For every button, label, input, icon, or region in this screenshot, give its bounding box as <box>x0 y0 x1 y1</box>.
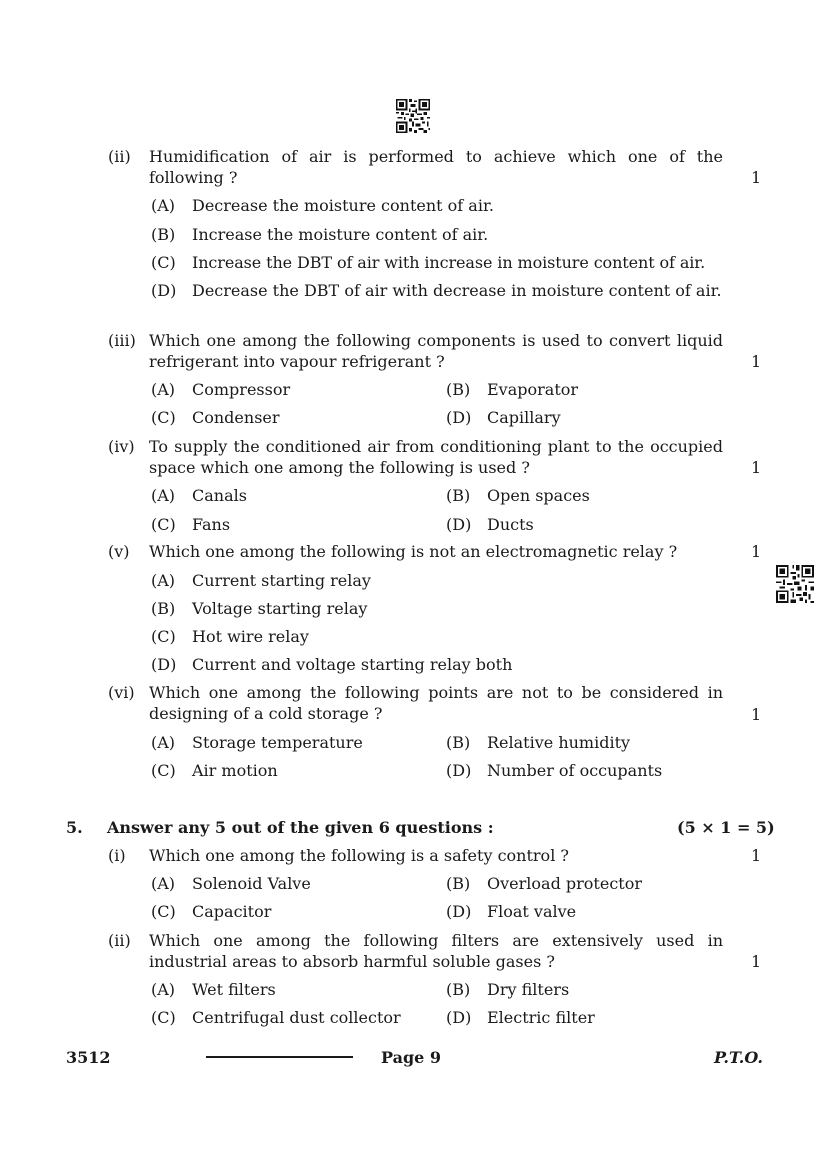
option-text: Capillary <box>487 408 561 427</box>
option-label: (C) <box>151 515 176 534</box>
option-text: Current starting relay <box>192 571 371 590</box>
option-text: Capacitor <box>192 902 272 921</box>
marks: 1 <box>751 458 762 477</box>
question-number: (v) <box>108 542 130 561</box>
option-label: (B) <box>446 733 471 752</box>
question-number: (i) <box>108 846 126 865</box>
option-text: Dry filters <box>487 980 570 999</box>
option-text: Open spaces <box>487 486 590 505</box>
option-text: Compressor <box>192 380 291 399</box>
option-label: (D) <box>446 902 472 921</box>
option-label: (D) <box>446 515 472 534</box>
option-label: (A) <box>151 733 176 752</box>
option-label: (D) <box>151 655 177 674</box>
option-label: (C) <box>151 1008 176 1027</box>
section-marks: (5 × 1 = 5) <box>677 818 775 837</box>
option-text: Storage temperature <box>192 733 363 752</box>
option-label: (D) <box>446 1008 472 1027</box>
question-text: Which one among the following filters are extensively used in industrial areas to absorb harmful soluble gases ? <box>149 931 723 971</box>
question-number: (ii) <box>108 931 131 950</box>
question-text: Which one among the following is a safety control ? <box>149 846 569 865</box>
option-label: (B) <box>151 225 176 244</box>
option-text: Solenoid Valve <box>192 874 311 893</box>
option-text: Air motion <box>192 761 278 780</box>
option-label: (B) <box>151 599 176 618</box>
option-label: (B) <box>446 874 471 893</box>
option-text: Decrease the moisture content of air. <box>192 196 494 215</box>
marks: 1 <box>751 542 762 561</box>
option-label: (A) <box>151 571 176 590</box>
question-text <box>149 146 723 188</box>
question-number: (vi) <box>108 683 135 702</box>
marks: 1 <box>751 952 762 971</box>
option-label: (A) <box>151 196 176 215</box>
question-text: Which one among the following is not an electromagnetic relay ? <box>149 542 678 561</box>
option-text: Canals <box>192 486 247 505</box>
option-text: Electric filter <box>487 1008 595 1027</box>
option-text: Current and voltage starting relay both <box>192 655 513 674</box>
option-text: Relative humidity <box>487 733 631 752</box>
footer-divider <box>206 1056 353 1058</box>
option-label: (B) <box>446 486 471 505</box>
option-label: (A) <box>151 874 176 893</box>
qr-code-side <box>776 565 814 603</box>
question-text: Which one among the following points are not to be considered in designing of a cold storage ? <box>149 683 723 723</box>
option-text: Fans <box>192 515 231 534</box>
option-label: (A) <box>151 486 176 505</box>
option-text: Number of occupants <box>487 761 663 780</box>
marks: 1 <box>751 705 762 724</box>
question-number: (ii) <box>108 147 131 166</box>
option-label: (C) <box>151 902 176 921</box>
qr-code-top <box>396 99 430 133</box>
option-label: (A) <box>151 380 176 399</box>
option-text: Centrifugal dust collector <box>192 1008 401 1027</box>
option-text: Voltage starting relay <box>192 599 368 618</box>
option-text: Increase the DBT of air with increase in moisture content of air. <box>192 253 706 272</box>
option-text: Float valve <box>487 902 577 921</box>
option-text: Overload protector <box>487 874 642 893</box>
option-label: (C) <box>151 627 176 646</box>
question-number: (iii) <box>108 331 136 350</box>
pto-label: P.T.O. <box>714 1048 763 1067</box>
option-text: Decrease the DBT of air with decrease in moisture content of air. <box>192 281 722 300</box>
paper-code: 3512 <box>66 1048 111 1067</box>
question-number: (iv) <box>108 437 135 456</box>
question-number: 5. <box>66 818 83 837</box>
option-label: (B) <box>446 980 471 999</box>
option-text: Evaporator <box>487 380 579 399</box>
question-text-body: Humidification of air is performed to achieve which one of the following ? <box>149 147 723 187</box>
option-text: Increase the moisture content of air. <box>192 225 489 244</box>
option-text: Hot wire relay <box>192 627 309 646</box>
question-text: Which one among the following components is used to convert liquid refrigerant into vapour refrigerant ? <box>149 331 723 371</box>
option-label: (D) <box>446 408 472 427</box>
option-label: (D) <box>446 761 472 780</box>
marks: 1 <box>751 352 762 371</box>
option-label: (C) <box>151 761 176 780</box>
option-text: Condenser <box>192 408 280 427</box>
option-text: Wet filters <box>192 980 276 999</box>
option-label: (A) <box>151 980 176 999</box>
option-label: (D) <box>151 281 177 300</box>
marks: 1 <box>751 846 762 865</box>
option-text: Ducts <box>487 515 534 534</box>
marks: 1 <box>751 168 762 187</box>
page-number: Page 9 <box>381 1048 442 1067</box>
option-label: (C) <box>151 408 176 427</box>
option-label: (B) <box>446 380 471 399</box>
section-heading: Answer any 5 out of the given 6 questions : <box>107 818 494 837</box>
option-label: (C) <box>151 253 176 272</box>
question-text: To supply the conditioned air from conditioning plant to the occupied space which one among the following is used ? <box>149 437 723 477</box>
